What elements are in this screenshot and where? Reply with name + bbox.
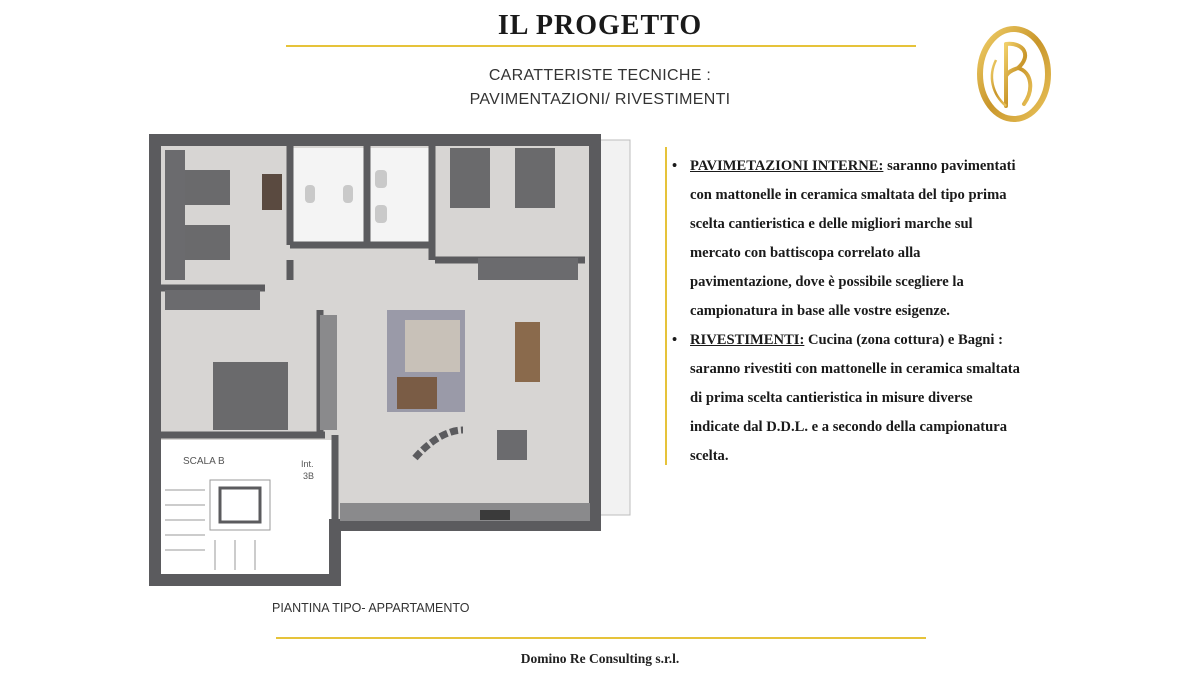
spec-heading-flooring: PAVIMETAZIONI INTERNE: <box>690 158 884 174</box>
spec-line: con mattonelle in ceramica smaltata del tipo prima <box>690 187 1007 203</box>
unit-label-line-2: 3B <box>303 471 315 481</box>
spec-item-coverings <box>672 326 1092 471</box>
page-title: IL PROGETTO <box>497 10 703 41</box>
footer-rule <box>276 637 926 639</box>
spec-line: campionatura in base alle vostre esigenze. <box>690 303 950 319</box>
title-underline <box>286 45 916 47</box>
stair-label: SCALA B <box>183 456 225 467</box>
spec-item-flooring <box>672 152 1092 326</box>
spec-line: scelta cantieristica e delle migliori marche sul <box>690 216 973 232</box>
floor-plan <box>135 130 635 590</box>
spec-line: mercato con battiscopa correlato alla <box>690 245 921 261</box>
footer-company: Domino Re Consulting s.r.l. <box>520 651 680 666</box>
spec-line: indicate dal D.D.L. e a secondo della campionatura <box>690 419 1008 435</box>
spec-line: scelta. <box>690 448 729 464</box>
spec-line: pavimentazione, dove è possibile scegliere la <box>690 274 964 290</box>
unit-label-line-1: Int. <box>301 459 314 469</box>
spec-line: saranno rivestiti con mattonelle in ceramica smaltata <box>690 361 1020 377</box>
spec-line: Cucina (zona cottura) e Bagni : <box>808 332 1003 348</box>
spec-description <box>672 152 1092 471</box>
spec-line: saranno pavimentati <box>887 158 1016 174</box>
subtitle-line-1: CARATTERISTE TECNICHE : <box>488 67 712 84</box>
bullet-icon: • <box>672 158 678 174</box>
company-logo <box>966 24 1062 124</box>
spec-heading-coverings: RIVESTIMENTI: <box>690 332 805 348</box>
floor-plan-caption: PIANTINA TIPO- APPARTAMENTO <box>272 601 470 615</box>
bullet-icon: • <box>672 332 678 348</box>
spec-line: di prima scelta cantieristica in misure diverse <box>690 390 973 406</box>
subtitle-line-2: PAVIMENTAZIONI/ RIVESTIMENTI <box>469 91 731 108</box>
description-divider <box>665 147 667 465</box>
